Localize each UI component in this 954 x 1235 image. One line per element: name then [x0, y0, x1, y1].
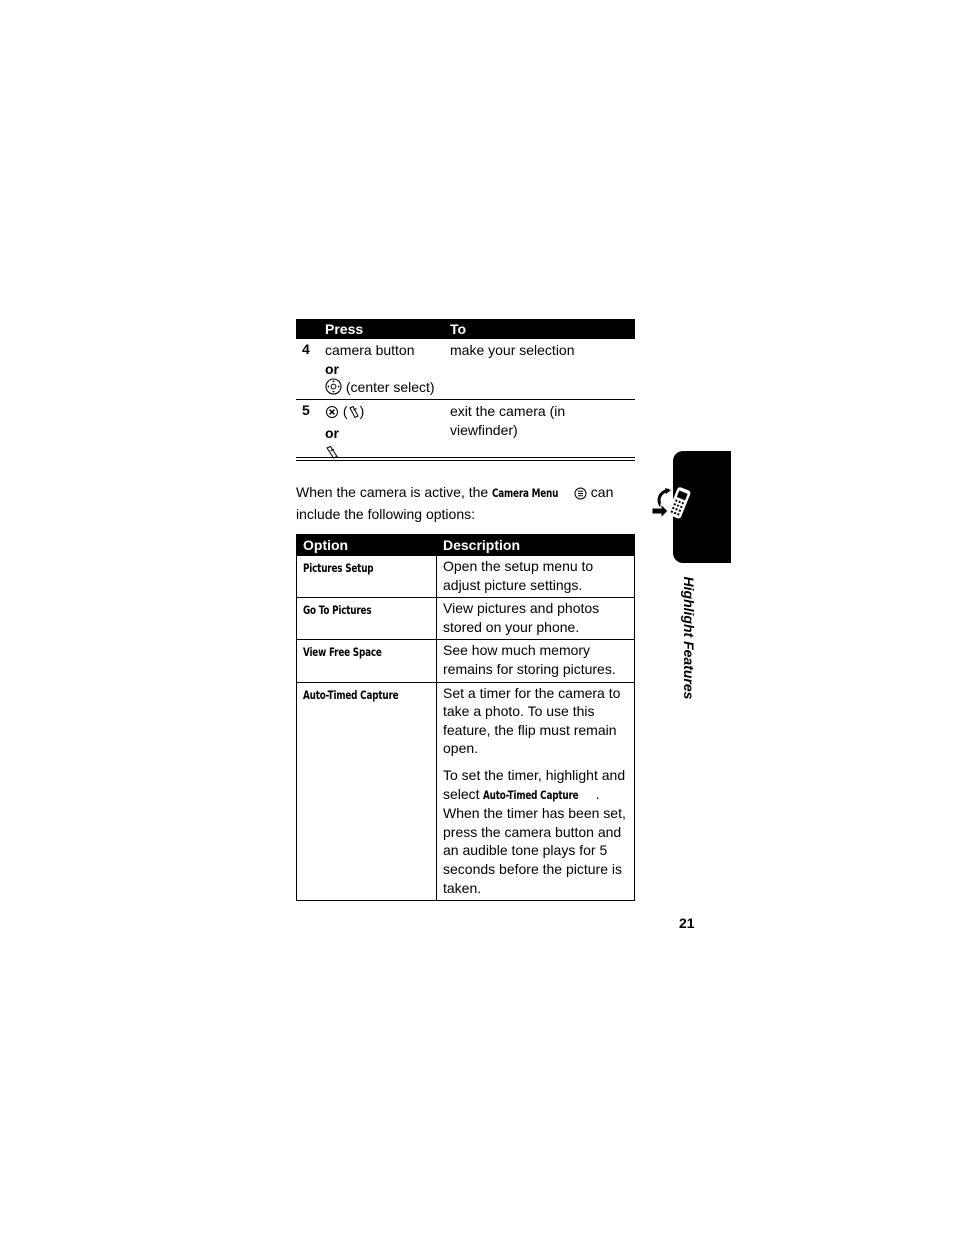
description-text: . When the timer has been set, press the camera button and an audible tone plays for 5 seconds before the picture is taken. — [443, 785, 626, 896]
intro-text: can include the following options: — [296, 484, 614, 522]
auto-timed-capture-term: Auto-Timed Capture — [483, 787, 579, 802]
option-name: View Free Space — [303, 645, 382, 660]
option-name: Auto-Timed Capture — [303, 687, 399, 702]
action-text: exit the camera (in viewfinder) — [450, 403, 566, 438]
description-text: To set the timer, highlight and select — [443, 766, 626, 802]
to-column-header: To — [450, 321, 467, 337]
press-row-4 — [296, 339, 635, 400]
table-row — [297, 682, 635, 901]
center-select-icon — [325, 378, 342, 400]
press-table — [296, 319, 635, 457]
option-column-header: Option — [297, 535, 437, 556]
phone-arrows-icon — [649, 484, 695, 533]
or-text: or — [325, 424, 339, 441]
table-end-rule — [296, 460, 635, 461]
press-keys — [325, 402, 364, 464]
table-row — [297, 598, 635, 640]
end-key-icon — [348, 405, 360, 424]
page-number: 21 — [679, 915, 695, 931]
menu-key-icon — [574, 486, 587, 505]
option-description — [437, 682, 635, 901]
option-name: Go To Pictures — [303, 603, 372, 618]
description-paragraph — [443, 766, 628, 897]
table-row — [297, 556, 635, 598]
table-row — [297, 640, 635, 682]
option-description: See how much memory remains for storing pictures. — [437, 640, 635, 682]
options-table — [296, 534, 635, 901]
paren-close: ) — [359, 403, 365, 419]
action-text: make your selection — [450, 342, 575, 358]
cancel-key-icon — [325, 405, 339, 424]
paren-open: ( — [342, 403, 348, 419]
step-number: 5 — [302, 402, 310, 418]
intro-paragraph — [296, 483, 626, 524]
or-text: or — [325, 360, 339, 377]
option-description: View pictures and photos stored on your phone. — [437, 598, 635, 640]
description-paragraph: Set a timer for the camera to take a photo. To use this feature, the flip must remain open. — [443, 684, 621, 757]
press-keys — [325, 341, 435, 400]
camera-menu-term: Camera Menu — [492, 486, 559, 500]
camera-button-text: camera button — [325, 342, 415, 358]
center-select-label: (center select) — [345, 379, 435, 396]
step-number: 4 — [302, 341, 310, 357]
press-column-header: Press — [325, 321, 364, 337]
option-name: Pictures Setup — [303, 561, 374, 575]
options-header-row — [297, 535, 635, 556]
intro-text: When the camera is active, the — [296, 484, 489, 500]
press-table-header — [296, 319, 635, 339]
description-column-header: Description — [437, 535, 635, 556]
table-end-rule — [296, 457, 635, 458]
option-description: Open the setup menu to adjust picture settings. — [437, 556, 635, 598]
section-label: Highlight Features — [681, 576, 697, 700]
press-row-5 — [296, 400, 635, 457]
